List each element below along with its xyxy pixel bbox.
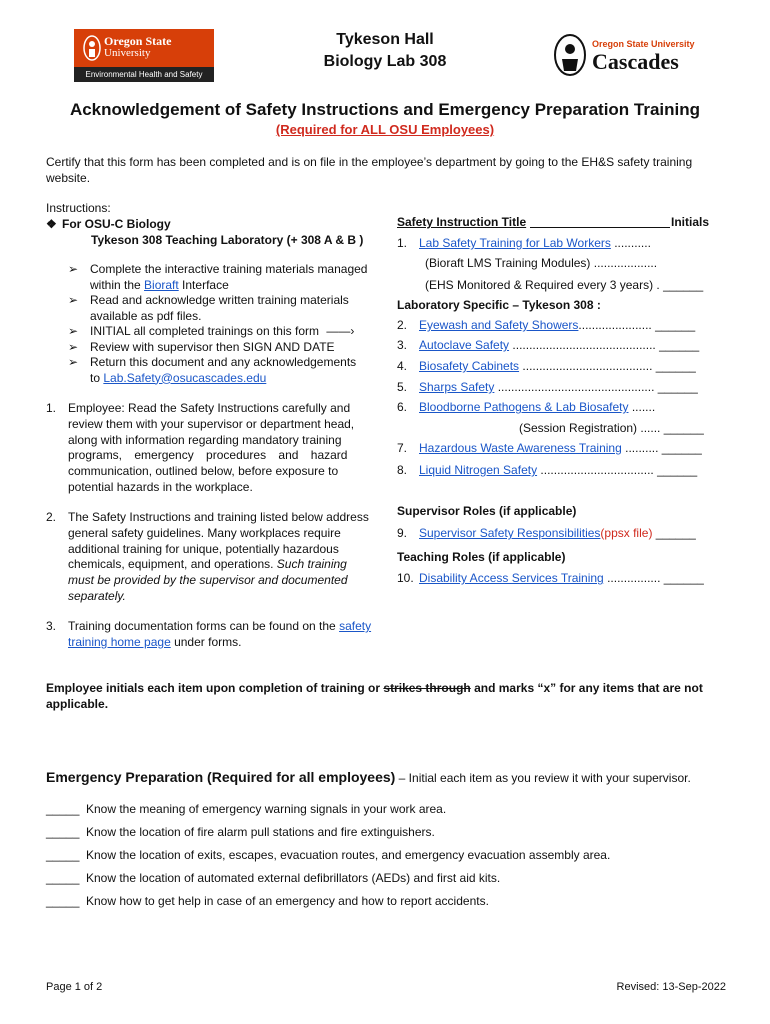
cascades-logo-line1: Oregon State University xyxy=(592,39,695,49)
emergency-item-text: Know the meaning of emergency warning signals in your work area. xyxy=(86,802,447,816)
header-underline xyxy=(530,215,670,228)
initial-blank: _____ xyxy=(46,825,80,839)
initials-note-line1 xyxy=(46,680,736,696)
col-initials: Initials xyxy=(670,215,709,229)
lab-safety-email-link[interactable]: Lab.Safety@osucascades.edu xyxy=(103,370,267,385)
p2-l3: additional training for unique, potentially hazardous xyxy=(68,541,339,556)
item10-dots: ................ ______ xyxy=(603,571,704,585)
p3-l2-post: under forms. xyxy=(170,634,242,649)
item8-number: 8. xyxy=(397,463,408,477)
beaver-icon xyxy=(82,34,102,62)
hazardous-waste-link[interactable]: Hazardous Waste Awareness Training xyxy=(419,441,622,455)
p2-number: 2. xyxy=(46,510,57,524)
emergency-item-text: Know the location of automated external defibrillators (AEDs) and first aid kits. xyxy=(86,871,501,885)
bullet3-text: INITIAL all completed trainings on this form xyxy=(90,324,319,338)
p3-l2 xyxy=(68,635,376,651)
bullet1-post: Interface xyxy=(178,277,229,292)
training-header xyxy=(397,215,709,231)
arrow-bullet-icon: ➢ xyxy=(68,355,79,369)
emergency-item xyxy=(46,802,736,825)
initial-blank: _____ xyxy=(46,871,80,885)
bullet5-line2 xyxy=(90,371,376,387)
item1-sub1: (Bioraft LMS Training Modules) ................... xyxy=(425,256,658,270)
sharps-safety-link[interactable]: Sharps Safety xyxy=(419,380,495,394)
p2-l4 xyxy=(68,557,376,573)
emergency-item-text: Know how to get help in case of an emergency and how to report accidents. xyxy=(86,894,489,908)
title-line2: Biology Lab 308 xyxy=(323,53,447,70)
item3-dots: ........................................... ______ xyxy=(509,338,700,352)
header-title xyxy=(285,29,485,73)
main-title: Acknowledgement of Safety Instructions and Emergency Preparation Training xyxy=(69,100,701,119)
emergency-list xyxy=(46,802,736,917)
osu-cascades-logo xyxy=(552,33,702,77)
instructions-label: Instructions: xyxy=(46,201,111,215)
p2-l1: The Safety Instructions and training listed below address xyxy=(68,510,369,524)
emergency-heading xyxy=(46,769,691,785)
bullet1-line2 xyxy=(90,278,376,294)
initial-blank: _____ xyxy=(46,802,80,816)
osu-ehs-logo xyxy=(74,29,214,82)
emergency-item xyxy=(46,871,736,894)
certify-line1: Certify that this form has been completed and is on file in the employee’s department by going to the EH&S safety training xyxy=(46,155,693,169)
liquid-nitrogen-link[interactable]: Liquid Nitrogen Safety xyxy=(419,463,538,477)
for-osu-label xyxy=(46,216,376,232)
osu-logo-name2: University xyxy=(104,47,151,59)
item1-number: 1. xyxy=(397,236,408,250)
training-item-9 xyxy=(397,526,696,540)
item4-dots: ....................................... ______ xyxy=(519,359,696,373)
initials-note xyxy=(46,680,736,712)
teaching-roles-heading: Teaching Roles (if applicable) xyxy=(397,550,566,564)
diamond-bullet-icon: ❖ xyxy=(46,217,57,231)
initial-blank: _____ xyxy=(46,848,80,862)
training-item-10 xyxy=(397,571,704,585)
page-number: Page 1 of 2 xyxy=(46,981,103,993)
arrow-bullet-icon: ➢ xyxy=(68,324,79,338)
training-item-8 xyxy=(397,463,697,477)
bioraft-link[interactable]: Bioraft xyxy=(144,277,179,292)
title-line1: Tykeson Hall xyxy=(336,31,434,48)
p1-l5: communication, outlined below, before exposure to xyxy=(68,464,339,479)
emergency-item xyxy=(46,825,736,848)
initials-note-line2: applicable. xyxy=(46,697,109,711)
item1-sub2: (EHS Monitored & Required every 3 years) . ______ xyxy=(425,278,704,292)
bullet1-pre: within the xyxy=(90,277,145,292)
eyewash-link[interactable]: Eyewash and Safety Showers xyxy=(419,318,579,332)
item5-number: 5. xyxy=(397,380,408,394)
item9-number: 9. xyxy=(397,526,408,540)
supervisor-roles-heading: Supervisor Roles (if applicable) xyxy=(397,504,577,518)
arrow-bullet-icon: ➢ xyxy=(68,293,79,307)
col-title: Safety Instruction Title xyxy=(397,215,527,229)
arrow-bullet-icon: ➢ xyxy=(68,262,79,276)
p1-l1: Employee: Read the Safety Instructions carefully and xyxy=(68,401,351,415)
lab-specific-heading: Laboratory Specific – Tykeson 308 : xyxy=(397,298,601,312)
training-item-1 xyxy=(397,235,717,251)
arrow-bullet-icon: ➢ xyxy=(68,339,79,354)
paragraph-2 xyxy=(46,510,376,605)
bloodborne-link[interactable]: Bloodborne Pathogens & Lab Biosafety xyxy=(419,400,629,414)
training-item-3 xyxy=(397,338,699,352)
p3-l1 xyxy=(68,619,376,635)
training-list xyxy=(397,215,709,231)
instructions-column xyxy=(46,200,376,248)
supervisor-responsibilities-link[interactable]: Supervisor Safety Responsibilities xyxy=(419,526,601,540)
certify-line2: website. xyxy=(46,171,91,185)
p2-l4-ital: Such training xyxy=(276,557,347,572)
osu-logo-name xyxy=(104,35,171,59)
training-item-4 xyxy=(397,359,696,373)
item6-sub: (Session Registration) ...... ______ xyxy=(519,421,704,435)
osu-logo-name1: Oregon State xyxy=(104,34,172,48)
training-item-6 xyxy=(397,400,655,414)
training-item-2 xyxy=(397,318,695,332)
lab-label: Tykeson 308 Teaching Laboratory (+ 308 A & B ) xyxy=(91,233,364,247)
bullet5-line1: Return this document and any acknowledgements xyxy=(90,355,357,369)
p2-l2: general safety guidelines. Many workplaces require xyxy=(68,525,341,540)
item9-note: (ppsx file) xyxy=(600,526,653,540)
initial-blank: _____ xyxy=(46,894,80,908)
item6-dots: ....... xyxy=(628,400,656,414)
paragraph-3 xyxy=(46,619,376,651)
note-strike: strikes through xyxy=(383,681,471,695)
emergency-item xyxy=(46,848,736,871)
instruction-bullets xyxy=(68,262,376,386)
item10-number: 10. xyxy=(397,571,414,585)
item4-number: 4. xyxy=(397,359,408,373)
item7-number: 7. xyxy=(397,441,408,455)
p1-l3: along with information regarding mandatory training xyxy=(68,432,342,447)
bullet5-pre: to xyxy=(90,370,104,385)
bullet2-line1: Read and acknowledge written training materials xyxy=(90,293,349,307)
lab-safety-training-link[interactable]: Lab Safety Training for Lab Workers xyxy=(419,236,611,250)
training-home-page-link[interactable]: training home page xyxy=(68,634,171,649)
emergency-heading-note: – Initial each item as you review it with your supervisor. xyxy=(395,771,691,785)
bullet-3 xyxy=(68,324,376,340)
p2-l4-pre: chemicals, equipment, and operations. xyxy=(68,557,277,572)
bullet2-line2: available as pdf files. xyxy=(90,308,202,323)
p3-l1-pre: Training documentation forms can be found on the xyxy=(68,619,340,633)
subtitle: (Required for ALL OSU Employees) xyxy=(275,122,495,137)
p1-l4: programs, emergency procedures and hazard xyxy=(68,448,348,463)
for-label-text: For OSU-C Biology xyxy=(62,217,171,231)
item7-dots: .......... ______ xyxy=(621,441,702,455)
training-item-5 xyxy=(397,380,698,394)
osu-logo-band: Environmental Health and Safety xyxy=(74,67,214,82)
safety-link[interactable]: safety xyxy=(339,619,372,633)
p1-l2: review them with your supervisor or department head, xyxy=(68,416,355,431)
p1-number: 1. xyxy=(46,401,57,415)
disability-access-link[interactable]: Disability Access Services Training xyxy=(419,571,604,585)
bullet4-text: Review with supervisor then SIGN AND DATE xyxy=(90,339,335,354)
right-arrow-icon: ——› xyxy=(326,324,355,338)
item8-dots: .................................. ______ xyxy=(537,463,698,477)
biosafety-cabinets-link[interactable]: Biosafety Cabinets xyxy=(419,359,520,373)
bullet-5 xyxy=(68,355,376,386)
emergency-item-text: Know the location of fire alarm pull stations and fire extinguishers. xyxy=(86,825,435,839)
bullet-1 xyxy=(68,262,376,293)
emergency-item xyxy=(46,894,736,917)
item5-dots: ............................................... ______ xyxy=(494,380,698,394)
emergency-item-text: Know the location of exits, escapes, evacuation routes, and emergency evacuation assembly area. xyxy=(86,848,611,862)
bullet-4 xyxy=(68,340,376,356)
item6-number: 6. xyxy=(397,400,408,414)
item1-dots: ........... xyxy=(610,236,651,250)
p2-l6: separately. xyxy=(68,588,126,603)
training-item-7 xyxy=(397,441,702,455)
p3-number: 3. xyxy=(46,619,57,633)
item2-number: 2. xyxy=(397,318,408,332)
paragraph-1 xyxy=(46,401,376,496)
p1-l6: potential hazards in the workplace. xyxy=(68,479,253,494)
certify-text xyxy=(46,154,736,186)
beaver-icon xyxy=(552,33,588,77)
item9-blank: ______ xyxy=(652,526,696,540)
autoclave-link[interactable]: Autoclave Safety xyxy=(419,338,510,352)
cascades-logo-line2: Cascades xyxy=(592,49,679,74)
bullet-2 xyxy=(68,293,376,324)
note-pre: Employee initials each item upon completion of training or xyxy=(46,681,384,695)
note-post: and marks “x” for any items that are not xyxy=(470,681,703,695)
bullet1-line1: Complete the interactive training materials managed xyxy=(90,262,368,276)
item2-dots: ...................... ______ xyxy=(578,318,696,332)
emergency-heading-text: Emergency Preparation (Required for all employees) xyxy=(46,769,396,785)
p2-l5: must be provided by the supervisor and documented xyxy=(68,573,348,588)
item3-number: 3. xyxy=(397,338,408,352)
revised-date: Revised: 13-Sep-2022 xyxy=(616,981,726,993)
